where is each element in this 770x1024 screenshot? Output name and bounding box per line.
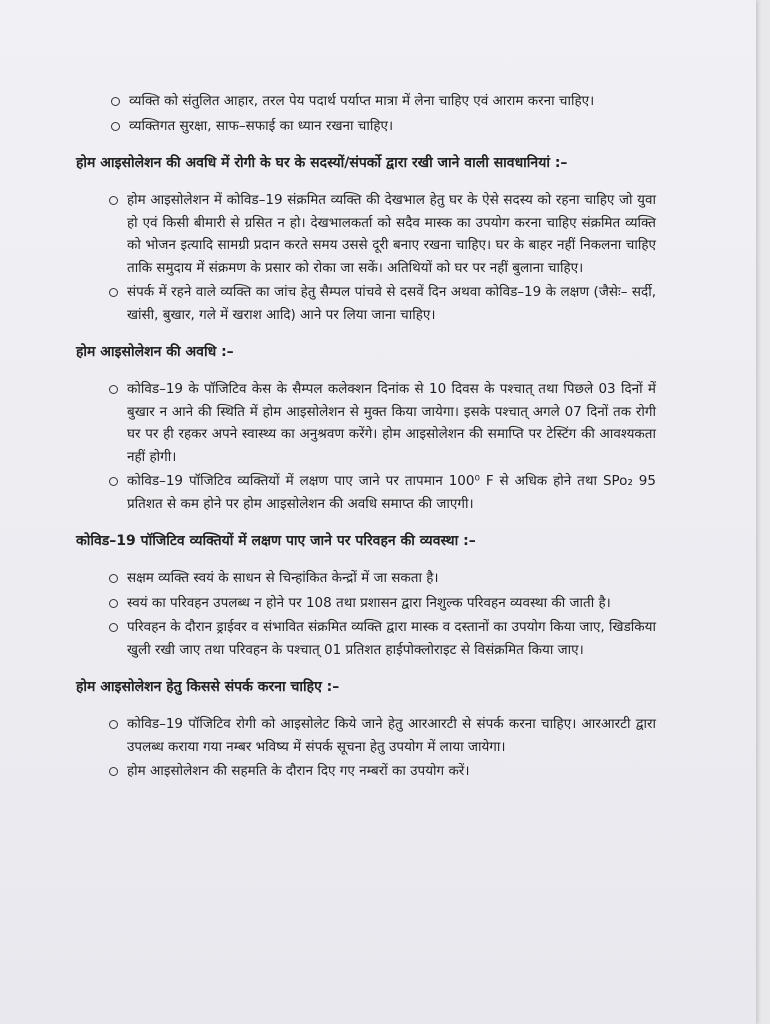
list-item: स्वयं का परिवहन उपलब्ध न होने पर 108 तथा प्रशासन द्वारा निशुल्क परिवहन व्यवस्था की जाती है।: [76, 592, 656, 615]
section-heading-isolation-period: होम आइसोलेशन की अवधि :–: [76, 344, 234, 360]
list-item: परिवहन के दौरान ड्राईवर व संभावित संक्रमित व्यक्ति द्वारा मास्क व दस्तानों का उपयोग किया जाए, खिडकिया खुली रखी जाए तथा परिवहन के पश्चात् 01 प्रतिशत हाईपोक्लोराइट से विसंक्रमित किया जाए।: [76, 616, 656, 661]
document-body: [76, 90, 656, 785]
list-item: व्यक्तिगत सुरक्षा, साफ–सफाई का ध्यान रखना चाहिए।: [76, 115, 656, 138]
list-item: सक्षम व्यक्ति स्वयं के साधन से चिन्हांकित केन्द्रों में जा सकता है।: [76, 567, 656, 590]
list-item: होम आइसोलेशन में कोविड–19 संक्रमित व्यक्ति की देखभाल हेतु घर के ऐसे सदस्य को रहना चाहिए जो युवा हो एवं किसी बीमारी से ग्रसित न हो। देखभालकर्ता को सदैव मास्क का उपयोग करना चाहिए संक्रमित व्यक्ति को भोजन इत्यादि सामग्री प्रदान करते समय उससे दूरी बनाए रखना चाहिए। घर के बाहर नहीं निकलना चाहिए ताकि समुदाय में संक्रमण के प्रसार को रोका जा सकें। अतिथियों को घर पर नहीं बुलाना चाहिए।: [76, 189, 656, 279]
section-heading-caretaker-precautions: होम आइसोलेशन की अवधि में रोगी के घर के सदस्यों/संपर्को द्वारा रखी जाने वाली सावधानियां :–: [76, 155, 568, 171]
list-item: व्यक्ति को संतुलित आहार, तरल पेय पदार्थ पर्याप्त मात्रा में लेना चाहिए एवं आराम करना चाहिए।: [76, 90, 656, 113]
contact-list: [76, 713, 656, 783]
caretaker-precautions-list: [76, 189, 656, 326]
section-heading-contact: होम आइसोलेशन हेतु किससे संपर्क करना चाहिए :–: [76, 679, 340, 695]
list-item: कोविड–19 के पॉजिटिव केस के सैम्पल कलेक्शन दिनांक से 10 दिवस के पश्चात् तथा पिछले 03 दिनों में बुखार न आने की स्थिति में होम आइसोलेशन से मुक्त किया जायेगा। इसके पश्चात् अगले 07 दिनों तक रोगी घर पर ही रहकर अपने स्वास्थ्य का अनुश्रवण करेंगे। होम आइसोलेशन की समाप्ति पर टेस्टिंग की आवश्यकता नहीं होगी।: [76, 378, 656, 468]
list-item: कोविड–19 पॉजिटिव व्यक्तियों में लक्षण पाए जाने पर तापमान 100⁰ F से अधिक होने तथा SPo₂ 95 प्रतिशत से कम होने पर होम आइसोलेशन की अवधि समाप्त की जाएगी।: [76, 470, 656, 515]
section-heading-transport: कोविड–19 पॉजिटिव व्यक्तियों में लक्षण पाए जाने पर परिवहन की व्यवस्था :–: [76, 533, 476, 549]
intro-bullet-list: [76, 90, 656, 137]
transport-list: [76, 567, 656, 661]
list-item: संपर्क में रहने वाले व्यक्ति का जांच हेतु सैम्पल पांचवे से दसवें दिन अथवा कोविड–19 के लक्षण (जैसेः– सर्दी, खांसी, बुखार, गले में खराश आदि) आने पर लिया जाना चाहिए।: [76, 281, 656, 326]
isolation-period-list: [76, 378, 656, 515]
list-item: कोविड–19 पॉजिटिव रोगी को आइसोलेट किये जाने हेतु आरआरटी से संपर्क करना चाहिए। आरआरटी द्वारा उपलब्ध कराया गया नम्बर भविष्य में संपर्क सूचना हेतु उपयोग में लाया जायेगा।: [76, 713, 656, 758]
list-item: होम आइसोलेशन की सहमति के दौरान दिए गए नम्बरों का उपयोग करें।: [76, 760, 656, 783]
